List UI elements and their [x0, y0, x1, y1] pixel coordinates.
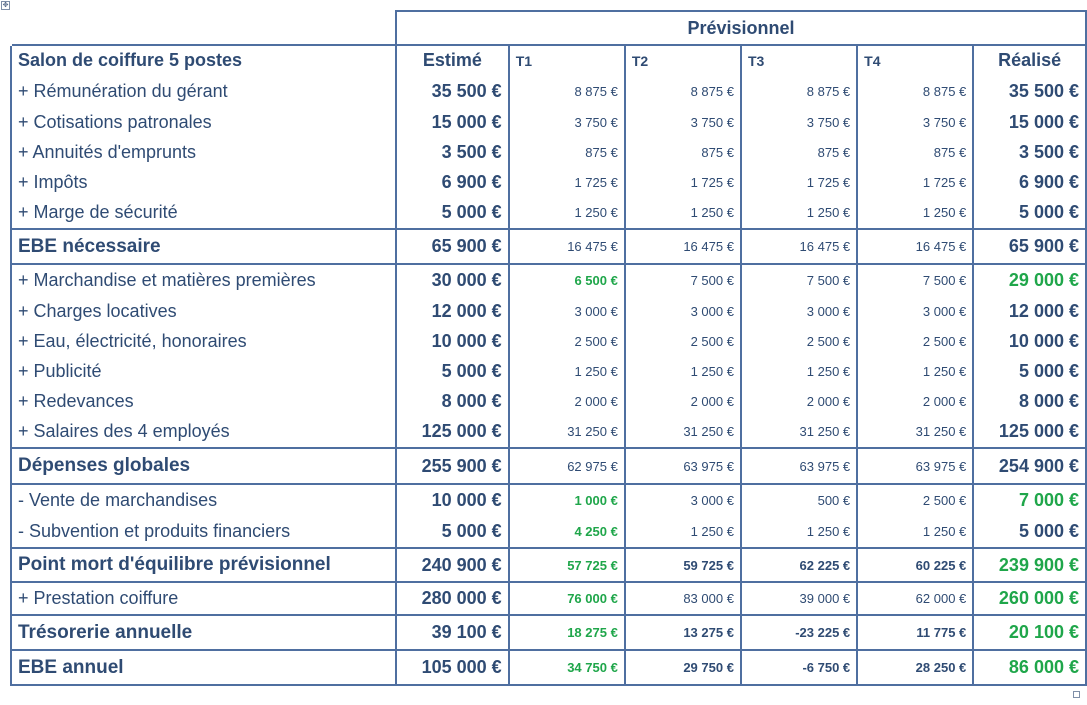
- cell-t2: 8 875 €: [625, 75, 741, 107]
- cell-t1: 2 500 €: [509, 326, 625, 356]
- cell-t4: 62 000 €: [857, 582, 973, 615]
- table-move-handle-icon[interactable]: ✥: [2, 2, 9, 9]
- cell-realise: 65 900 €: [973, 229, 1086, 264]
- cell-t3: 7 500 €: [741, 264, 857, 296]
- cell-estime: 12 000 €: [396, 296, 509, 326]
- cell-estime: 10 000 €: [396, 326, 509, 356]
- cell-realise: 6 900 €: [973, 167, 1086, 197]
- table-title: Salon de coiffure 5 postes: [11, 45, 396, 75]
- cell-estime: 105 000 €: [396, 650, 509, 685]
- cell-t4: 1 725 €: [857, 167, 973, 197]
- col-header-t2: T2: [625, 45, 741, 75]
- cell-t4: 63 975 €: [857, 448, 973, 484]
- cell-t4: 8 875 €: [857, 75, 973, 107]
- cell-estime: 30 000 €: [396, 264, 509, 296]
- cell-t2: 1 250 €: [625, 516, 741, 548]
- table-row: [11, 137, 1086, 167]
- table-row: [11, 582, 1086, 615]
- business-plan-table: [10, 10, 1087, 686]
- row-label: - Subvention et produits financiers: [11, 516, 396, 548]
- cell-t3: 500 €: [741, 484, 857, 516]
- cell-t1: 16 475 €: [509, 229, 625, 264]
- cell-t3: 3 750 €: [741, 107, 857, 137]
- cell-t2: 875 €: [625, 137, 741, 167]
- row-label: EBE nécessaire: [11, 229, 396, 264]
- cell-t1: 1 000 €: [509, 484, 625, 516]
- cell-t1: 18 275 €: [509, 615, 625, 650]
- cell-t3: -23 225 €: [741, 615, 857, 650]
- cell-t1: 4 250 €: [509, 516, 625, 548]
- cell-estime: 65 900 €: [396, 229, 509, 264]
- cell-t3: 3 000 €: [741, 296, 857, 326]
- cell-t3: 1 725 €: [741, 167, 857, 197]
- cell-t4: 1 250 €: [857, 356, 973, 386]
- cell-t2: 2 000 €: [625, 386, 741, 416]
- cell-t3: 1 250 €: [741, 197, 857, 229]
- cell-t2: 31 250 €: [625, 416, 741, 448]
- table-row: [11, 296, 1086, 326]
- cell-t1: 76 000 €: [509, 582, 625, 615]
- cell-t1: 6 500 €: [509, 264, 625, 296]
- cell-t2: 83 000 €: [625, 582, 741, 615]
- cell-t3: 16 475 €: [741, 229, 857, 264]
- table-row: [11, 484, 1086, 516]
- row-label: + Eau, électricité, honoraires: [11, 326, 396, 356]
- row-label: - Vente de marchandises: [11, 484, 396, 516]
- cell-t2: 7 500 €: [625, 264, 741, 296]
- cell-t1: 1 250 €: [509, 356, 625, 386]
- table-row: [11, 264, 1086, 296]
- cell-realise: 125 000 €: [973, 416, 1086, 448]
- cell-t4: 1 250 €: [857, 516, 973, 548]
- cell-t4: 16 475 €: [857, 229, 973, 264]
- cell-t3: 39 000 €: [741, 582, 857, 615]
- cell-estime: 240 900 €: [396, 548, 509, 582]
- col-header-t4: T4: [857, 45, 973, 75]
- cell-t2: 3 750 €: [625, 107, 741, 137]
- row-label: + Salaires des 4 employés: [11, 416, 396, 448]
- row-label: + Impôts: [11, 167, 396, 197]
- cell-realise: 8 000 €: [973, 386, 1086, 416]
- cell-realise: 3 500 €: [973, 137, 1086, 167]
- cell-t4: 2 000 €: [857, 386, 973, 416]
- row-label: EBE annuel: [11, 650, 396, 685]
- cell-t1: 2 000 €: [509, 386, 625, 416]
- cell-t4: 3 750 €: [857, 107, 973, 137]
- cell-t2: 3 000 €: [625, 484, 741, 516]
- table-row: [11, 650, 1086, 685]
- cell-t3: 1 250 €: [741, 356, 857, 386]
- cell-realise: 239 900 €: [973, 548, 1086, 582]
- row-label: + Redevances: [11, 386, 396, 416]
- cell-realise: 7 000 €: [973, 484, 1086, 516]
- cell-t4: 1 250 €: [857, 197, 973, 229]
- cell-t4: 31 250 €: [857, 416, 973, 448]
- row-label: + Marchandise et matières premières: [11, 264, 396, 296]
- cell-t2: 16 475 €: [625, 229, 741, 264]
- cell-t2: 29 750 €: [625, 650, 741, 685]
- row-label: Dépenses globales: [11, 448, 396, 484]
- table-row: [11, 448, 1086, 484]
- cell-t1: 57 725 €: [509, 548, 625, 582]
- cell-t1: 3 000 €: [509, 296, 625, 326]
- cell-t4: 11 775 €: [857, 615, 973, 650]
- cell-t2: 3 000 €: [625, 296, 741, 326]
- table-row: [11, 229, 1086, 264]
- col-header-t3: T3: [741, 45, 857, 75]
- table-row: [11, 356, 1086, 386]
- row-label: + Rémunération du gérant: [11, 75, 396, 107]
- row-label: Trésorerie annuelle: [11, 615, 396, 650]
- cell-t3: 875 €: [741, 137, 857, 167]
- cell-t1: 1 250 €: [509, 197, 625, 229]
- cell-t1: 875 €: [509, 137, 625, 167]
- cell-t3: 8 875 €: [741, 75, 857, 107]
- table-row: [11, 516, 1086, 548]
- cell-estime: 35 500 €: [396, 75, 509, 107]
- row-label: + Marge de sécurité: [11, 197, 396, 229]
- table-row: [11, 416, 1086, 448]
- header-blank-cell: [11, 11, 396, 45]
- cell-t4: 60 225 €: [857, 548, 973, 582]
- table-row: [11, 197, 1086, 229]
- cell-estime: 255 900 €: [396, 448, 509, 484]
- cell-realise: 254 900 €: [973, 448, 1086, 484]
- cell-t2: 2 500 €: [625, 326, 741, 356]
- cell-t4: 2 500 €: [857, 484, 973, 516]
- row-label: + Prestation coiffure: [11, 582, 396, 615]
- table-row: [11, 75, 1086, 107]
- cell-t1: 3 750 €: [509, 107, 625, 137]
- cell-realise: 260 000 €: [973, 582, 1086, 615]
- cell-t3: 63 975 €: [741, 448, 857, 484]
- cell-realise: 12 000 €: [973, 296, 1086, 326]
- cell-estime: 125 000 €: [396, 416, 509, 448]
- cell-realise: 5 000 €: [973, 197, 1086, 229]
- cell-estime: 8 000 €: [396, 386, 509, 416]
- cell-t2: 1 725 €: [625, 167, 741, 197]
- cell-t3: 31 250 €: [741, 416, 857, 448]
- cell-t2: 13 275 €: [625, 615, 741, 650]
- cell-t1: 31 250 €: [509, 416, 625, 448]
- table-resize-handle-icon[interactable]: [1073, 691, 1080, 698]
- cell-t1: 62 975 €: [509, 448, 625, 484]
- cell-t3: 1 250 €: [741, 516, 857, 548]
- table-row: [11, 167, 1086, 197]
- cell-t4: 875 €: [857, 137, 973, 167]
- cell-t4: 28 250 €: [857, 650, 973, 685]
- cell-estime: 5 000 €: [396, 516, 509, 548]
- cell-estime: 15 000 €: [396, 107, 509, 137]
- cell-t1: 8 875 €: [509, 75, 625, 107]
- cell-t3: 62 225 €: [741, 548, 857, 582]
- cell-estime: 6 900 €: [396, 167, 509, 197]
- col-header-estime: Estimé: [396, 45, 509, 75]
- row-label: + Annuités d'emprunts: [11, 137, 396, 167]
- cell-realise: 86 000 €: [973, 650, 1086, 685]
- cell-realise: 20 100 €: [973, 615, 1086, 650]
- cell-estime: 5 000 €: [396, 356, 509, 386]
- cell-t4: 3 000 €: [857, 296, 973, 326]
- cell-estime: 5 000 €: [396, 197, 509, 229]
- cell-estime: 39 100 €: [396, 615, 509, 650]
- row-label: + Publicité: [11, 356, 396, 386]
- cell-t3: -6 750 €: [741, 650, 857, 685]
- cell-t2: 1 250 €: [625, 356, 741, 386]
- table-row: [11, 386, 1086, 416]
- cell-realise: 35 500 €: [973, 75, 1086, 107]
- table-row: [11, 107, 1086, 137]
- cell-t3: 2 500 €: [741, 326, 857, 356]
- cell-t2: 63 975 €: [625, 448, 741, 484]
- cell-realise: 29 000 €: [973, 264, 1086, 296]
- row-label: Point mort d'équilibre prévisionnel: [11, 548, 396, 582]
- cell-realise: 5 000 €: [973, 516, 1086, 548]
- cell-realise: 5 000 €: [973, 356, 1086, 386]
- cell-realise: 15 000 €: [973, 107, 1086, 137]
- table-row: [11, 326, 1086, 356]
- row-label: + Cotisations patronales: [11, 107, 396, 137]
- previsionnel-header: Prévisionnel: [396, 11, 1086, 45]
- cell-t3: 2 000 €: [741, 386, 857, 416]
- cell-t2: 59 725 €: [625, 548, 741, 582]
- table-row: [11, 548, 1086, 582]
- cell-t4: 7 500 €: [857, 264, 973, 296]
- table-row: [11, 615, 1086, 650]
- col-header-realise: Réalisé: [973, 45, 1086, 75]
- cell-t2: 1 250 €: [625, 197, 741, 229]
- cell-t1: 1 725 €: [509, 167, 625, 197]
- cell-t1: 34 750 €: [509, 650, 625, 685]
- cell-estime: 3 500 €: [396, 137, 509, 167]
- cell-t4: 2 500 €: [857, 326, 973, 356]
- cell-estime: 10 000 €: [396, 484, 509, 516]
- row-label: + Charges locatives: [11, 296, 396, 326]
- cell-realise: 10 000 €: [973, 326, 1086, 356]
- col-header-t1: T1: [509, 45, 625, 75]
- cell-estime: 280 000 €: [396, 582, 509, 615]
